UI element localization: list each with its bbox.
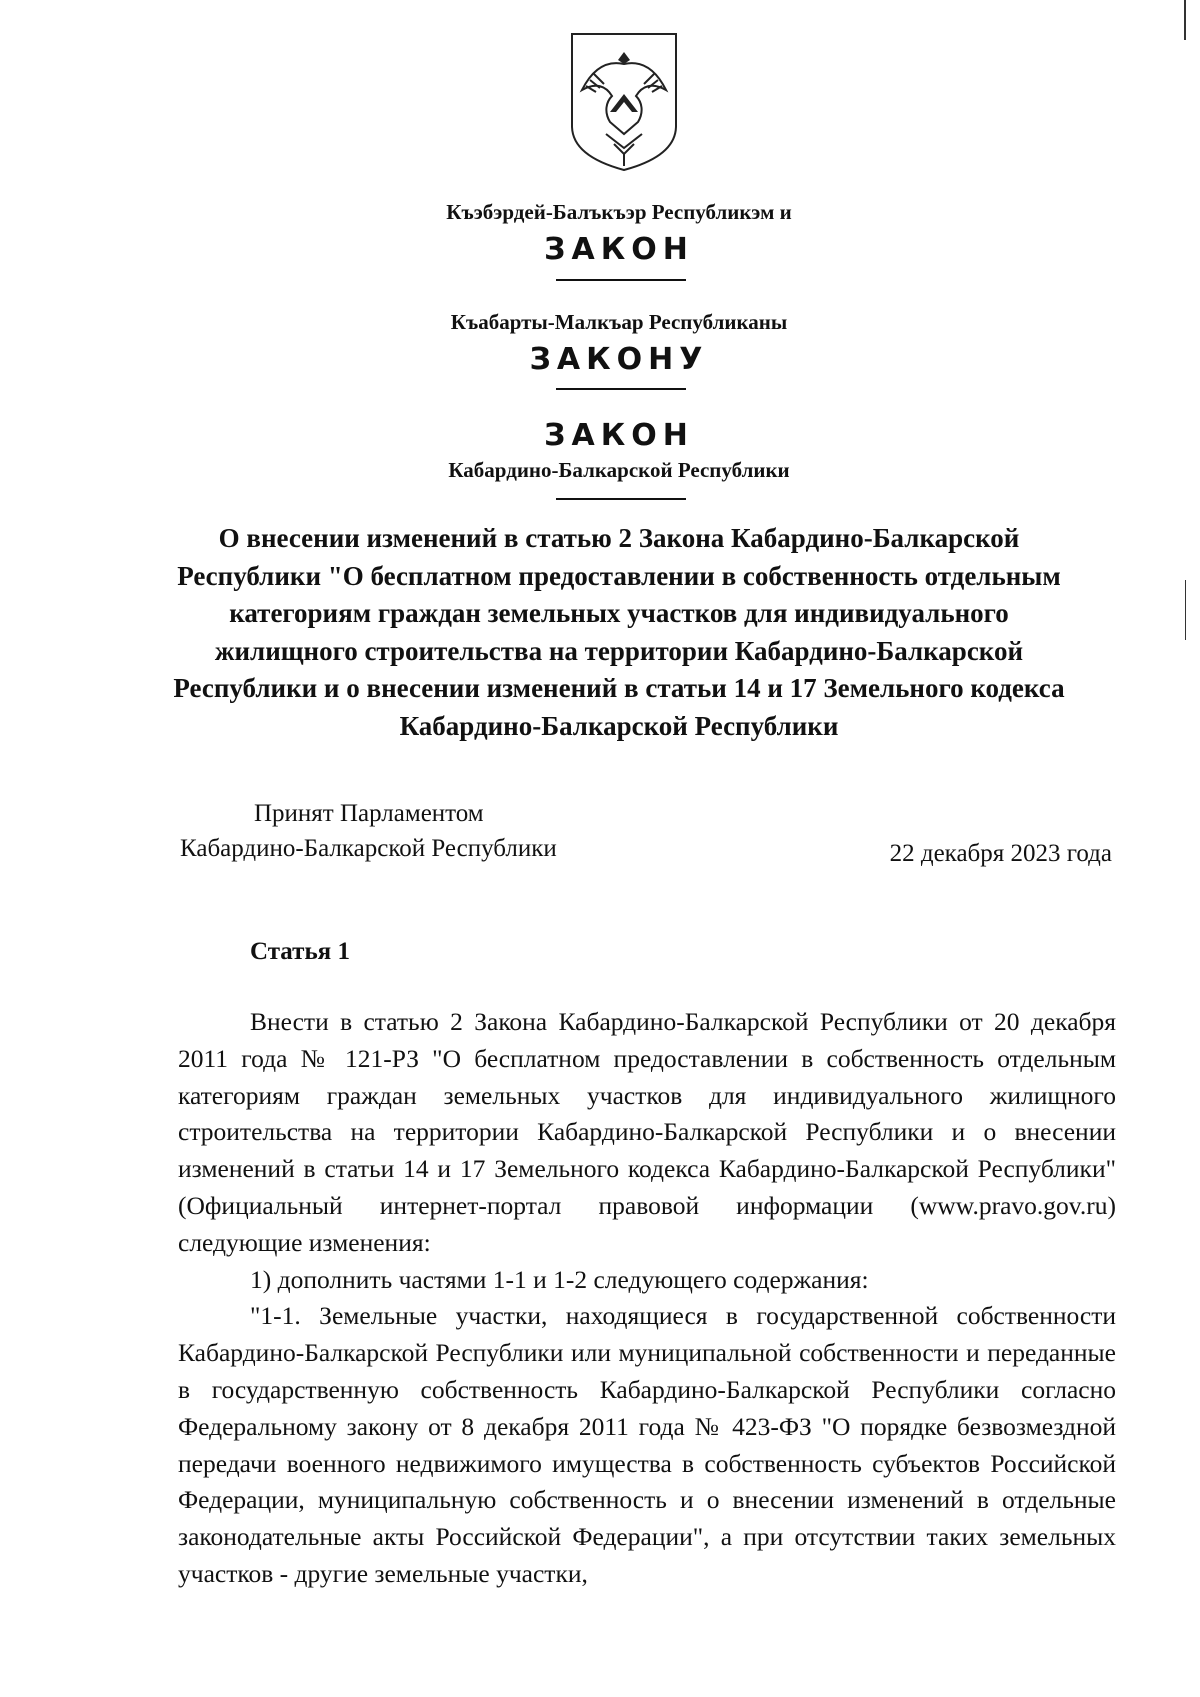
article-heading: Статья 1 [250,938,350,965]
divider-1 [556,279,686,281]
law-title: О внесении изменений в статью 2 Закона Кабардино-Балкарской Республики "О бесплатном предоставлении в собственность отдельным категориям граждан земельных участков для индивидуального жилищного строительства на территории Кабардино-Балкарской Республики и о внесении изменений в статьи 14 и 17 Земельного кодекса Кабардино-Балкарской Республики [173,523,1065,741]
adoption-date: 22 декабря 2023 года [889,840,1112,867]
divider-3 [556,498,686,500]
republic-name: Кабардино-Балкарской Республики [448,458,790,482]
scan-edge-mark [1185,580,1186,640]
coat-of-arms-emblem [566,30,682,174]
scan-edge-mark [1184,0,1186,40]
balkar-law-word: ЗАКОНУ [529,342,709,377]
kabardian-republic-name: Къэбэрдей-Балъкъэр Республикэм и [446,200,792,224]
law-word: ЗАКОН [544,418,694,453]
balkar-republic-name: Къабарты-Малкъар Республиканы [450,310,788,334]
article-paragraph-3: "1-1. Земельные участки, находящиеся в государственной собственности Кабардино-Балкарской Республики или муниципальной собственности и переданные в государственную собственность Кабардино-Балкарской Республики согласно Федеральному закону от 8 декабря 2011 года № 423-ФЗ "О порядке безвозмездной передачи военного недвижимого имущества в собственность субъектов Российской Федерации, муниципальную собственность и о внесении изменений в отдельные законодательные акты Российской Федерации", а при отсутствии таких земельных участков - другие земельные участки, [178,1301,1116,1588]
article-paragraph-2: 1) дополнить частями 1-1 и 1-2 следующего содержания: [250,1264,869,1294]
adopted-by-republic: Кабардино-Балкарской Республики [180,835,557,862]
adopted-by-parliament: Принят Парламентом [254,800,484,827]
kabardian-law-word: ЗАКОН [544,232,694,267]
article-paragraph-1: Внести в статью 2 Закона Кабардино-Балкарской Республики от 20 декабря 2011 года № 121-РЗ "О бесплатном предоставлении в собственность отдельным категориям граждан земельных участков для индивидуального жилищного строительства на территории Кабардино-Балкарской Республики и о внесении изменений в статьи 14 и 17 Земельного кодекса Кабардино-Балкарской Республики" (Официальный интернет-портал правовой информации (www.pravo.gov.ru) следующие изменения: [178,1007,1116,1257]
divider-2 [556,388,686,390]
article-body [178,1004,1116,1593]
